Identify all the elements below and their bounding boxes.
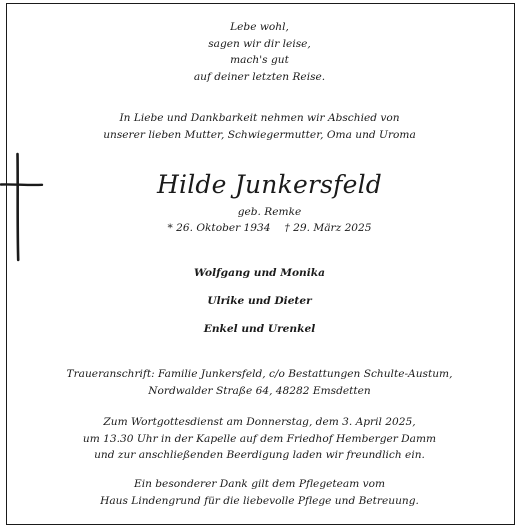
life-dates <box>10 220 519 237</box>
service-info <box>0 414 519 464</box>
poem-line: sagen wir dir leise, <box>208 37 311 50</box>
address-line: Traueranschrift: Familie Junkersfeld, c/o Bestattungen Schulte-Austum, <box>66 368 453 380</box>
poem-line: auf deiner letzten Reise. <box>193 70 326 83</box>
poem-line: mach's gut <box>230 54 289 66</box>
death-date: † 29. März 2025 <box>284 222 372 234</box>
poem-line: Lebe wohl, <box>230 21 289 33</box>
thanks-line: Haus Lindengrund für die liebevolle Pflege und Betreuung. <box>100 494 419 507</box>
service-line: um 13.30 Uhr in der Kapelle auf dem Friedhof Hemberger Damm <box>82 432 437 445</box>
intro <box>0 110 519 143</box>
intro-line: unserer lieben Mutter, Schwiegermutter, Oma und Uroma <box>103 128 416 141</box>
thanks-line: Ein besonderer Dank gilt dem Pflegeteam vom <box>133 478 386 490</box>
deceased-name: Hilde Junkersfeld <box>157 170 382 199</box>
service-line: und zur anschließenden Beerdigung laden wir freundlich ein. <box>94 449 425 461</box>
family-member: Ulrike und Dieter <box>207 295 312 307</box>
family-member: Enkel und Urenkel <box>203 323 316 335</box>
birth-date: * 26. Oktober 1934 <box>167 222 271 234</box>
thanks-note <box>0 476 519 509</box>
family-member: Wolfgang und Monika <box>194 267 325 279</box>
address-line: Nordwalder Straße 64, 48282 Emsdetten <box>148 384 371 397</box>
maiden-name: geb. Remke <box>237 206 302 218</box>
service-line: Zum Wortgottesdienst am Donnerstag, dem 3. April 2025, <box>103 416 416 428</box>
poem <box>0 19 519 85</box>
mourning-address <box>0 366 519 399</box>
intro-line: In Liebe und Dankbarkeit nehmen wir Abschied von <box>119 112 400 124</box>
